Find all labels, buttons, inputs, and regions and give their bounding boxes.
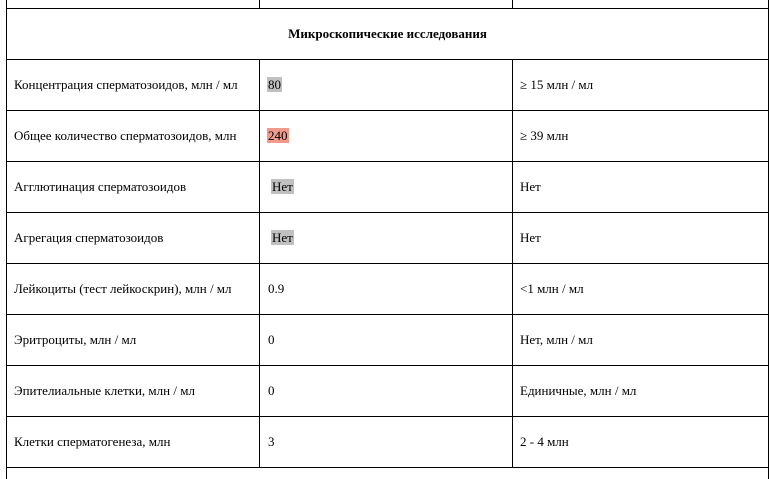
- reference-value: ≥ 39 млн: [513, 111, 769, 162]
- table-cell: [7, 0, 260, 9]
- result-value: 80: [268, 77, 281, 92]
- parameter-name: Клетки сперматогенеза, млн: [7, 417, 260, 468]
- table-cell: [260, 0, 513, 9]
- reference-value: Нет: [513, 162, 769, 213]
- result-value: Нет: [272, 179, 293, 194]
- result-value-cell: [260, 264, 513, 315]
- result-value-cell: [260, 315, 513, 366]
- table-row: [7, 264, 769, 315]
- reference-value: Нет: [513, 213, 769, 264]
- reference-value: 2 - 4 млн: [513, 417, 769, 468]
- result-value: 0.9: [268, 281, 285, 296]
- table-cell: [513, 0, 769, 9]
- reference-value: <1 млн / мл: [513, 264, 769, 315]
- result-value: 240: [268, 128, 288, 143]
- result-value-cell: [260, 111, 513, 162]
- section-header-row: [7, 9, 769, 60]
- table-row: [7, 417, 769, 468]
- result-value-cell: [260, 417, 513, 468]
- reference-value: Нет, млн / мл: [513, 315, 769, 366]
- table-row: [7, 111, 769, 162]
- parameter-name: Лейкоциты (тест лейкоскрин), млн / мл: [7, 264, 260, 315]
- parameter-name: Агглютинация сперматозоидов: [7, 162, 260, 213]
- parameter-name: Эпителиальные клетки, млн / мл: [7, 366, 260, 417]
- table-row: [7, 60, 769, 111]
- table-row: [7, 162, 769, 213]
- section-title: Микроскопические исследования: [7, 9, 769, 60]
- table-cell: [7, 468, 769, 479]
- result-value: 3: [268, 434, 275, 449]
- result-value: 0: [268, 383, 275, 398]
- parameter-name: Эритроциты, млн / мл: [7, 315, 260, 366]
- reference-value: ≥ 15 млн / мл: [513, 60, 769, 111]
- result-value-cell: [260, 162, 513, 213]
- parameter-name: Общее количество сперматозоидов, млн: [7, 111, 260, 162]
- result-value-cell: [260, 60, 513, 111]
- result-value-cell: [260, 213, 513, 264]
- microscopy-results-table: [6, 0, 769, 479]
- table-row: [7, 315, 769, 366]
- table-row: [7, 366, 769, 417]
- previous-row-partial: [7, 0, 769, 9]
- parameter-name: Концентрация сперматозоидов, млн / мл: [7, 60, 260, 111]
- parameter-name: Агрегация сперматозоидов: [7, 213, 260, 264]
- result-value: 0: [268, 332, 275, 347]
- next-row-partial: [7, 468, 769, 479]
- reference-value: Единичные, млн / мл: [513, 366, 769, 417]
- result-value: Нет: [272, 230, 293, 245]
- result-value-cell: [260, 366, 513, 417]
- table-row: [7, 213, 769, 264]
